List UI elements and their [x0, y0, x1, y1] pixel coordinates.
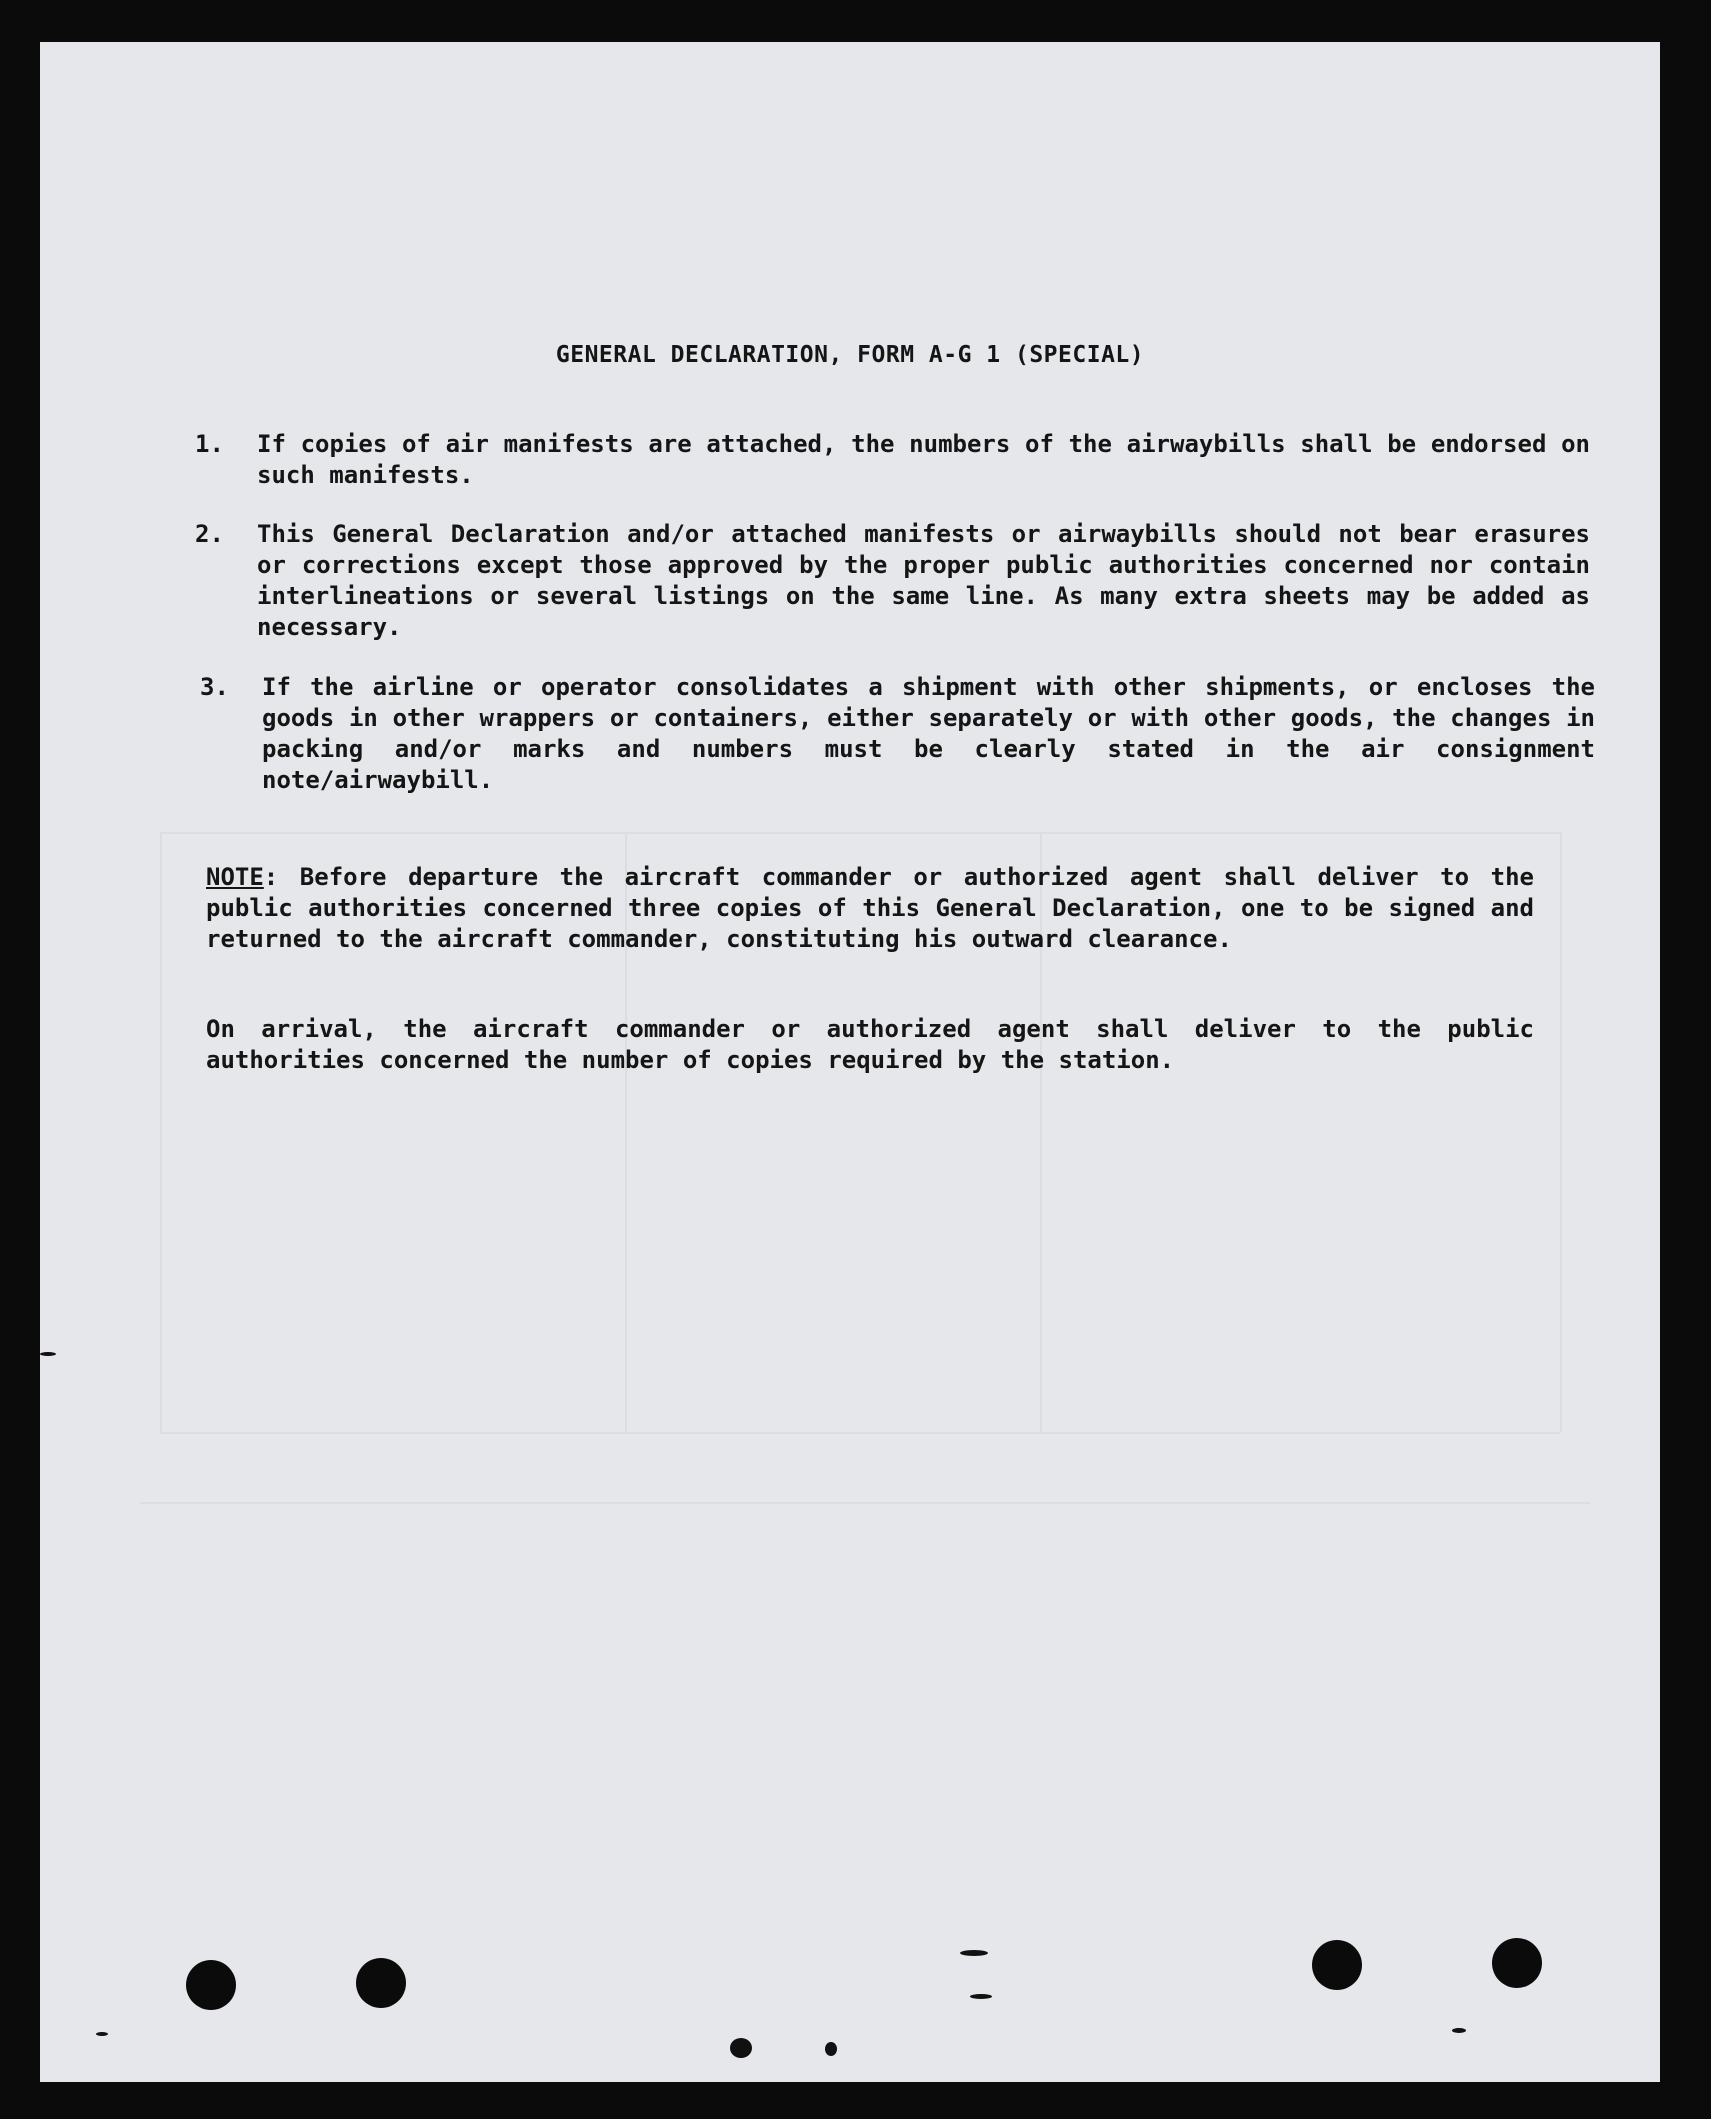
arrival-paragraph: On arrival, the aircraft commander or authorized agent shall deliver to the public authorities concerned the number of copies required by the station.	[206, 1015, 1534, 1074]
speck	[970, 1994, 992, 1999]
speck	[960, 1950, 988, 1956]
instruction-item-3	[200, 672, 1595, 796]
item-text: This General Declaration and/or attached manifests or airwaybills should not bear erasures or corrections except those approved by the proper public authorities concerned nor contain interlineations or several listings on the same line. As many extra sheets may be added as necessary.	[257, 520, 1590, 641]
item-number: 3.	[200, 673, 229, 701]
speck	[96, 2032, 108, 2036]
note-paragraph	[206, 862, 1534, 955]
ghost-line	[140, 1502, 1590, 1504]
item-number: 1.	[195, 430, 224, 458]
document-title: GENERAL DECLARATION, FORM A-G 1 (SPECIAL)	[555, 342, 1145, 368]
instruction-item-2	[195, 519, 1590, 643]
item-text: If copies of air manifests are attached, the numbers of the airwaybills shall be endorsed on such manifests.	[257, 430, 1590, 489]
ghost-line	[160, 832, 162, 1432]
ghost-line	[160, 832, 1560, 834]
item-text: If the airline or operator consolidates a shipment with other shipments, or encloses the goods in other wrappers or containers, either separately or with other goods, the changes in packing and/or marks and numbers must be clearly stated in the air consignment note/airwaybill.	[262, 673, 1595, 794]
note-text: : Before departure the aircraft commander or authorized agent shall deliver to the public authorities concerned three copies of this General Declaration, one to be signed and returned to the aircraft commander, constituting his outward clearance.	[206, 863, 1534, 953]
item-number: 2.	[195, 520, 224, 548]
punch-hole	[356, 1958, 406, 2008]
ghost-line	[160, 1432, 1560, 1434]
punch-hole	[1312, 1940, 1362, 1990]
punch-hole	[186, 1960, 236, 2010]
note-label: NOTE	[206, 863, 264, 891]
speck	[1452, 2028, 1466, 2033]
speck	[40, 1352, 56, 1356]
punch-hole	[1492, 1938, 1542, 1988]
speck	[825, 2042, 837, 2056]
speck	[730, 2038, 752, 2058]
instruction-item-1	[195, 429, 1590, 491]
document-page	[40, 42, 1660, 2082]
ghost-line	[1560, 832, 1562, 1432]
